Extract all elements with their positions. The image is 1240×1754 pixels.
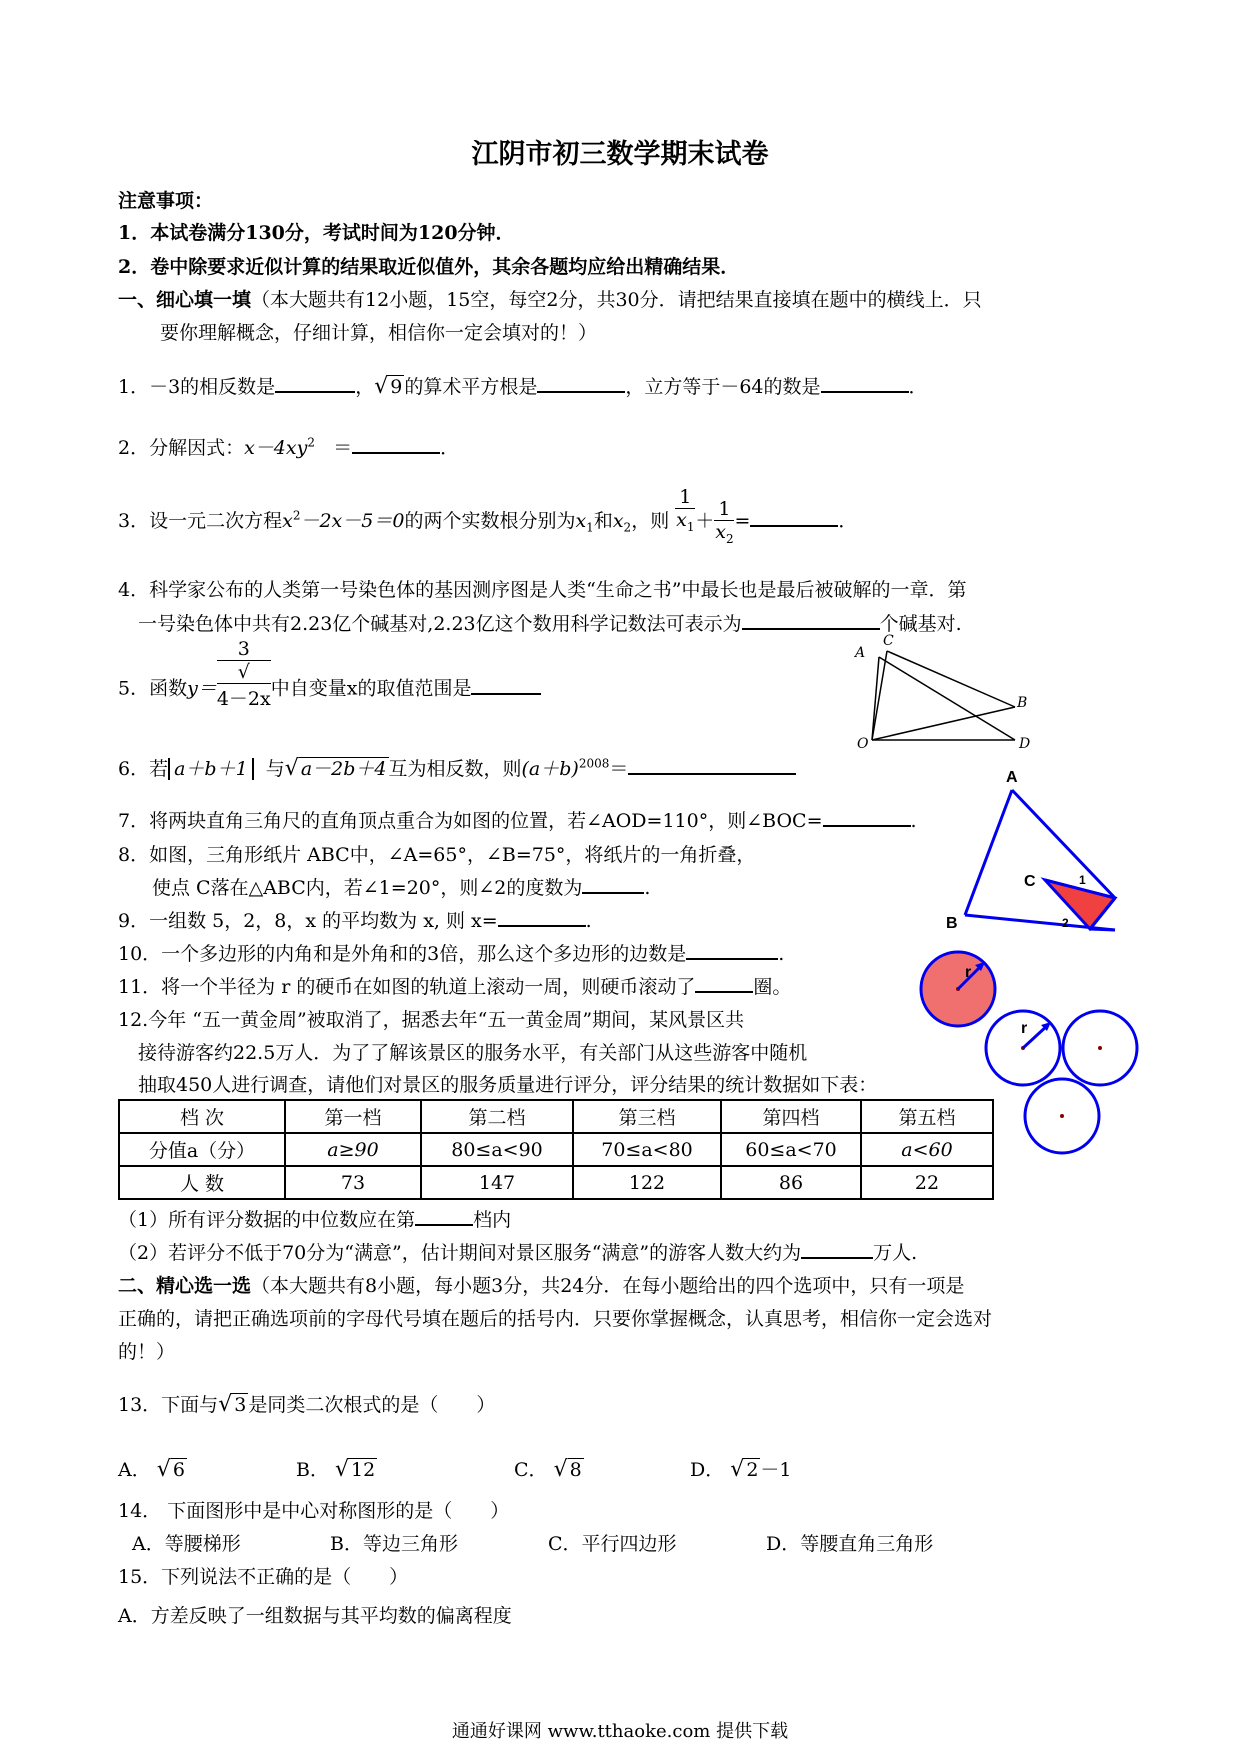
table-cell: 70≤a<80 (573, 1133, 721, 1166)
q12-sub1-text: （1）所有评分数据的中位数应在第 (118, 1209, 416, 1231)
table-cell: 73 (285, 1166, 421, 1199)
q12-line3: 抽取450人进行调查，请他们对景区的服务质量进行评分，评分结果的统计数据如下表： (138, 1074, 878, 1096)
q12-sub2-end: 万人. (873, 1242, 918, 1264)
q7-end: . (910, 810, 917, 832)
section2-desc-line2: 正确的，请把正确选项前的字母代号填在题后的括号内．只要你掌握概念，认真思考，相信你一定会选对 (118, 1308, 993, 1330)
line-oc (872, 651, 887, 740)
q6-sqrt: √ a－2b＋4 (284, 756, 387, 781)
q6-text-c: 互为相反数，则 (388, 758, 522, 780)
question-10 (118, 939, 784, 966)
q8-end: . (644, 877, 651, 899)
q2-exponent: 2 (307, 435, 315, 450)
q9-end: . (585, 910, 592, 932)
table-cell: 122 (573, 1166, 721, 1199)
q1-text-e: ． (908, 376, 928, 398)
table-cell: a<60 (861, 1133, 993, 1166)
question-6 (118, 754, 796, 781)
table-row (119, 1100, 993, 1133)
question-9 (118, 906, 592, 933)
question-5 (118, 638, 541, 711)
label-c: C (1024, 873, 1036, 890)
table-cell: 第三档 (573, 1100, 721, 1133)
q3-blank[interactable] (750, 507, 838, 527)
q5-y: y＝ (187, 677, 217, 700)
q2-expression: x－4xy (244, 437, 308, 459)
q8-line2: 使点 C落在△ABC内，若∠1=20°，则∠2的度数为 (152, 877, 583, 899)
q6-text-b: 与 (265, 758, 285, 780)
q9-text: 9．一组数 5，2，8，x 的平均数为 x, 则 x= (118, 910, 498, 932)
q2-equals: ＝ (333, 437, 353, 459)
question-2 (118, 433, 459, 460)
table-cell: 第二档 (421, 1100, 573, 1133)
label-a: A (1006, 770, 1018, 786)
table-row (119, 1133, 993, 1166)
q1-blank-3[interactable] (821, 373, 909, 393)
line-ao (872, 657, 879, 740)
q12-line2: 接待游客约22.5万人．为了了解该景区的服务水平，有关部门从这些游客中随机 (138, 1042, 808, 1064)
table-cell: 147 (421, 1166, 573, 1199)
label-o: O (857, 736, 869, 750)
question-8-line2 (152, 873, 650, 900)
q4-line1: 4．科学家公布的人类第一号染色体的基因测序图是人类“生命之书”中最长也是最后被破解的一章．第 (118, 579, 967, 601)
question-1 (118, 372, 928, 399)
q3-text-d: ，则 (631, 509, 670, 532)
label-r: r (1021, 1020, 1028, 1037)
section1-desc: （本大题共有12小题，15空，每空2分，共30分．请把结果直接填在题中的横线上．只 (251, 289, 982, 311)
label-d: D (1019, 736, 1031, 750)
table-cell: 60≤a<70 (721, 1133, 861, 1166)
q14-option-d[interactable]: D．等腰直角三角形 (766, 1533, 934, 1555)
q3-eq-rest: －2x－5＝0 (300, 509, 405, 532)
section1-desc-line2: 要你理解概念，仔细计算，相信你一定会填对的！） (160, 322, 598, 344)
figure-q11-coins (915, 945, 1155, 1165)
label-b: B (1017, 695, 1028, 711)
q1-blank-1[interactable] (275, 373, 355, 393)
label-2: 2 (1062, 916, 1069, 930)
q1-text-c: 的算术平方根是 (404, 376, 538, 398)
q6-text-a: 6．若 (118, 758, 169, 780)
q5-frac: 3 √ 4－2x (216, 638, 271, 710)
q10-text: 10．一个多边形的内角和是外角和的3倍，那么这个多边形的边数是 (118, 943, 687, 965)
question-11 (118, 972, 791, 999)
q7-blank[interactable] (823, 807, 911, 827)
label-r: r (965, 964, 972, 981)
section2-desc-line3: 的！） (118, 1341, 176, 1363)
q15-option-a[interactable]: A．方差反映了一组数据与其平均数的偏离程度 (118, 1605, 512, 1627)
q6-blank[interactable] (628, 755, 796, 775)
q13-option-c[interactable]: C． √ 8 (514, 1457, 582, 1482)
table-cell: 第五档 (861, 1100, 993, 1133)
q7-text: 7．将两块直角三角尺的直角顶点重合为如图的位置，若∠AOD=110°，则∠BOC= (118, 810, 823, 832)
q14-option-c[interactable]: C．平行四边形 (548, 1533, 677, 1555)
sqrt-3: √ 3 (218, 1392, 247, 1417)
q3-frac-1: $\frac{1}{x_1}$ (676, 486, 695, 534)
q15-text: 15．下列说法不正确的是（ ） (118, 1566, 409, 1588)
sqrt-9: √ 9 (374, 374, 403, 399)
q3-end: ． (838, 509, 858, 532)
q12-sub1-end: 档内 (473, 1209, 512, 1231)
q3-eq-x: x (282, 509, 293, 532)
q14-option-b[interactable]: B．等边三角形 (330, 1533, 458, 1555)
section2-header (118, 1271, 964, 1298)
line-ob (872, 707, 1015, 740)
q1-blank-2[interactable] (537, 373, 625, 393)
label-a: A (855, 645, 866, 661)
q12-line1: 12.今年 “五一黄金周”被取消了，据悉去年“五一黄金周”期间，某风景区共 (118, 1009, 745, 1031)
figure-q7-triangles (845, 630, 1045, 750)
q12-sub2 (118, 1238, 917, 1265)
q13-option-d[interactable]: D． √ 2 －1 (690, 1457, 792, 1482)
q13-text-a: 13．下面与 (118, 1394, 219, 1416)
table-row (119, 1166, 993, 1199)
footer: 通通好课网 www.tthaoke.com 提供下载 (451, 1721, 789, 1742)
section2-heading: 二、精心选一选 (118, 1275, 252, 1297)
q13-option-b[interactable]: B． √ 12 (296, 1457, 376, 1482)
notice-item-2: 2．卷中除要求近似计算的结果取近似值外，其余各题均应给出精确结果． (118, 256, 740, 278)
q2-end: ． (440, 437, 460, 459)
q6-eq: ＝ (609, 758, 629, 780)
q1-text-b: ， (355, 376, 375, 398)
table-cell: 第一档 (285, 1100, 421, 1133)
stat-table (118, 1099, 994, 1200)
q2-text: 2．分解因式： (118, 437, 245, 459)
q10-blank[interactable] (686, 940, 778, 960)
question-13 (118, 1390, 495, 1417)
q3-x1: x (575, 509, 587, 532)
section1-heading: 一、细心填一填 (118, 289, 252, 311)
table-cell: a≥90 (285, 1133, 421, 1166)
section1-header (118, 285, 982, 312)
q13-text-b: 是同类二次根式的是（ ） (248, 1394, 496, 1416)
q8-blank[interactable] (582, 874, 644, 894)
label-1: 1 (1079, 873, 1086, 887)
q11-end: 圈。 (753, 976, 792, 998)
table-cell: 人 数 (119, 1166, 285, 1199)
question-7 (118, 806, 917, 833)
q6-exp: 2008 (578, 756, 610, 771)
q9-blank[interactable] (498, 907, 586, 927)
table-cell: 分值a（分） (119, 1133, 285, 1166)
q1-text-d: ，立方等于－64的数是 (625, 376, 821, 398)
q13-option-a[interactable]: A． √ 6 (118, 1457, 185, 1482)
q5-text-a: 5．函数 (118, 677, 188, 700)
page-title: 江阴市初三数学期末试卷 (471, 139, 769, 170)
table-cell: 档 次 (119, 1100, 285, 1133)
q6-paren: (a＋b) (521, 758, 579, 780)
q5-blank[interactable] (471, 675, 541, 695)
table-cell: 86 (721, 1166, 861, 1199)
section2-desc: （本大题共有8小题，每小题3分，共24分．在每小题给出的四个选项中，只有一项是 (251, 1275, 965, 1297)
q14-text: 14． 下面图形中是中心对称图形的是（ ） (118, 1500, 510, 1522)
q3-x2: x (612, 509, 624, 532)
q14-option-a[interactable]: A．等腰梯形 (132, 1533, 241, 1555)
q8-line1: 8．如图，三角形纸片 ABC中，∠A=65°，∠B=75°，将纸片的一角折叠， (118, 844, 756, 866)
q2-blank[interactable] (352, 434, 440, 454)
q12-sub1 (118, 1205, 511, 1232)
q6-abs: a＋b＋1 (168, 758, 254, 780)
q11-blank[interactable] (695, 973, 753, 993)
label-c: C (883, 633, 894, 649)
q1-text-a: 1．－3的相反数是 (118, 376, 276, 398)
table-cell: 第四档 (721, 1100, 861, 1133)
q4-end: 个碱基对. (879, 613, 962, 635)
q12-sub2-text: （2）若评分不低于70分为“满意”，估计期间对景区服务“满意”的游客人数大约为 (118, 1242, 802, 1264)
q3-text-b: 的两个实数根分别为 (404, 509, 576, 532)
q3-text-c: 和 (593, 509, 613, 532)
figure-q8-folded-triangle (940, 770, 1120, 940)
label-b: B (946, 915, 958, 932)
notice-heading: 注意事项： (118, 190, 214, 212)
table-cell: 22 (861, 1166, 993, 1199)
q4-line2: 一号染色体中共有2.23亿个碱基对,2.23亿这个数用科学记数法可表示为 (138, 613, 742, 635)
q3-frac-2: $\frac{1}{x_2}$ (715, 498, 734, 546)
q10-end: . (778, 943, 785, 965)
question-3: 3．设一元二次方程$x^2-2x-5=0$的两个实数根分别为$x_1$和$x_2$，则 $\frac{1}{x_1}$ ＋ $\frac{1}{x_2}$ = ． (118, 486, 858, 546)
line-cb (887, 651, 1015, 707)
q5-text-b: 中自变量x的取值范围是 (270, 677, 472, 700)
q12-sub1-blank[interactable] (415, 1206, 473, 1226)
q4-blank[interactable] (742, 610, 880, 630)
table-cell: 80≤a<90 (421, 1133, 573, 1166)
q3-text-a: 3．设一元二次方程 (118, 509, 283, 532)
q11-text: 11．将一个半径为 r 的硬币在如图的轨道上滚动一周，则硬币滚动了 (118, 976, 696, 998)
q12-sub2-blank[interactable] (801, 1239, 873, 1259)
question-4-line2 (138, 609, 962, 636)
notice-item-1: 1．本试卷满分130分，考试时间为120分钟． (118, 222, 515, 244)
